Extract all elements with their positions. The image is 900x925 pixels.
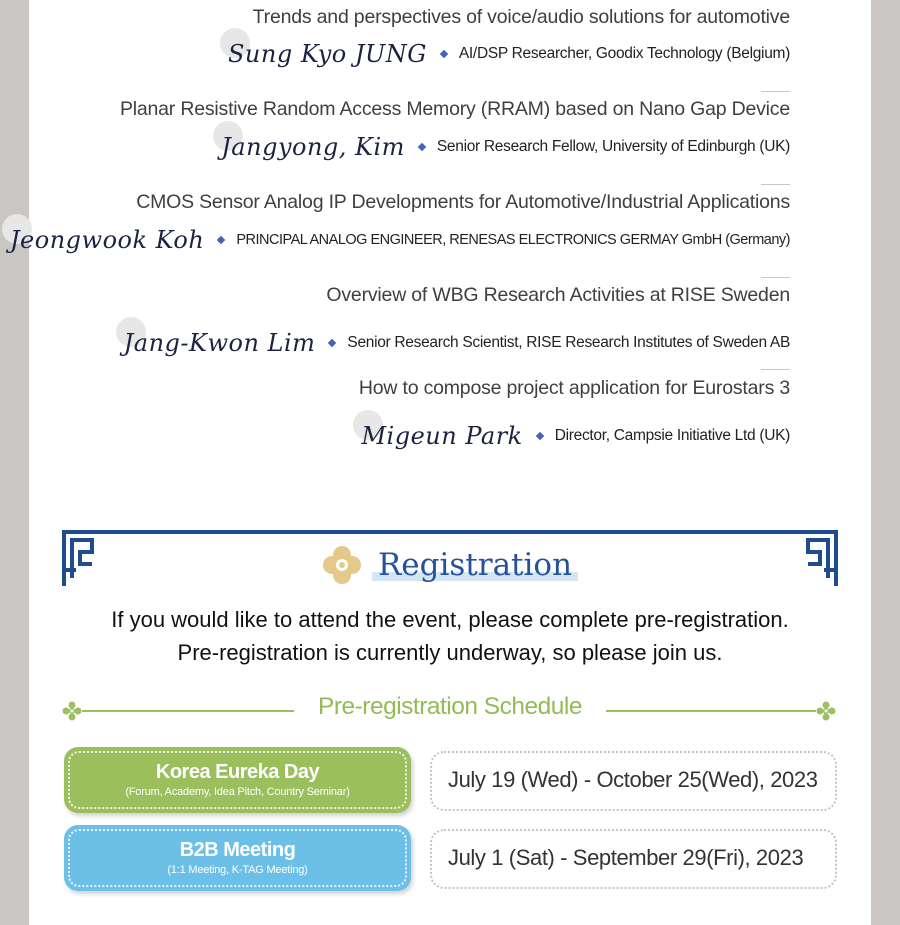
registration-heading	[0, 545, 900, 585]
divider	[761, 277, 790, 278]
right-margin-band	[871, 0, 900, 925]
divider	[761, 184, 790, 185]
schedule-header	[60, 693, 840, 729]
schedule-line-right	[606, 710, 816, 712]
event-dates: July 1 (Sat) - September 29(Fri), 2023	[448, 845, 804, 870]
talk-title: How to compose project application for Eurostars 3	[358, 377, 790, 399]
speaker-line-5	[361, 422, 790, 450]
speaker-signature: Migeun Park	[361, 422, 522, 450]
registration-frame-top	[96, 530, 804, 534]
speaker-affiliation: Director, Campsie Initiative Ltd (UK)	[554, 427, 790, 444]
event-name: B2B Meeting	[179, 839, 296, 861]
divider	[761, 369, 790, 370]
event-date-box	[430, 751, 837, 811]
talk-5	[70, 377, 790, 400]
speaker-signature: Jeongwook Koh	[10, 226, 204, 254]
event-subtitle: (1:1 Meeting, K-TAG Meeting)	[167, 864, 308, 876]
event-subtitle: (Forum, Academy, Idea Pitch, Country Seminar)	[125, 786, 350, 798]
divider	[761, 91, 790, 92]
registration-description: If you would like to attend the event, please complete pre-registration. Pre-registration is currently underway, so please join us.	[111, 607, 789, 665]
talk-title: Overview of WBG Research Activities at RISE Sweden	[326, 284, 790, 306]
speaker-line-1	[228, 40, 790, 68]
talk-4	[70, 284, 790, 307]
event-b2b-meeting	[64, 825, 411, 891]
speaker-signature: Jang-Kwon Lim	[124, 329, 316, 357]
diamond-bullet-icon	[535, 432, 543, 440]
talk-1	[70, 6, 790, 29]
diamond-bullet-icon	[440, 50, 448, 58]
speaker-affiliation: Senior Research Fellow, University of Edinburgh (UK)	[436, 138, 790, 155]
talk-title: CMOS Sensor Analog IP Developments for Automotive/Industrial Applications	[136, 191, 790, 213]
schedule-title: Pre-registration Schedule	[318, 693, 582, 720]
speaker-line-3	[10, 226, 790, 254]
speaker-signature: Jangyong, Kim	[221, 133, 405, 161]
diamond-bullet-icon	[217, 236, 225, 244]
event-dates: July 19 (Wed) - October 25(Wed), 2023	[448, 767, 818, 792]
talk-title: Planar Resistive Random Access Memory (RRAM) based on Nano Gap Device	[119, 98, 790, 120]
speaker-affiliation: AI/DSP Researcher, Goodix Technology (Belgium)	[458, 45, 790, 62]
speaker-affiliation: PRINCIPAL ANALOG ENGINEER, RENESAS ELECTRONICS GERMAY GmbH (Germany)	[236, 232, 790, 248]
talk-title: Trends and perspectives of voice/audio solutions for automotive	[252, 6, 790, 28]
talk-3	[70, 191, 790, 214]
speaker-line-2	[221, 133, 790, 161]
event-date-box	[430, 829, 837, 889]
flower-icon	[322, 545, 362, 585]
registration-title: Registration	[372, 547, 578, 583]
speaker-line-4	[124, 329, 790, 357]
diamond-bullet-icon	[418, 143, 426, 151]
left-margin-band	[0, 0, 29, 925]
green-flower-icon	[816, 701, 836, 721]
talk-2	[70, 98, 790, 121]
speaker-affiliation: Senior Research Scientist, RISE Research Institutes of Sweden AB	[347, 334, 790, 351]
speaker-signature: Sung Kyo JUNG	[228, 40, 427, 68]
event-name: Korea Eureka Day	[155, 761, 320, 783]
event-korea-eureka-day	[64, 747, 411, 813]
diamond-bullet-icon	[328, 339, 336, 347]
